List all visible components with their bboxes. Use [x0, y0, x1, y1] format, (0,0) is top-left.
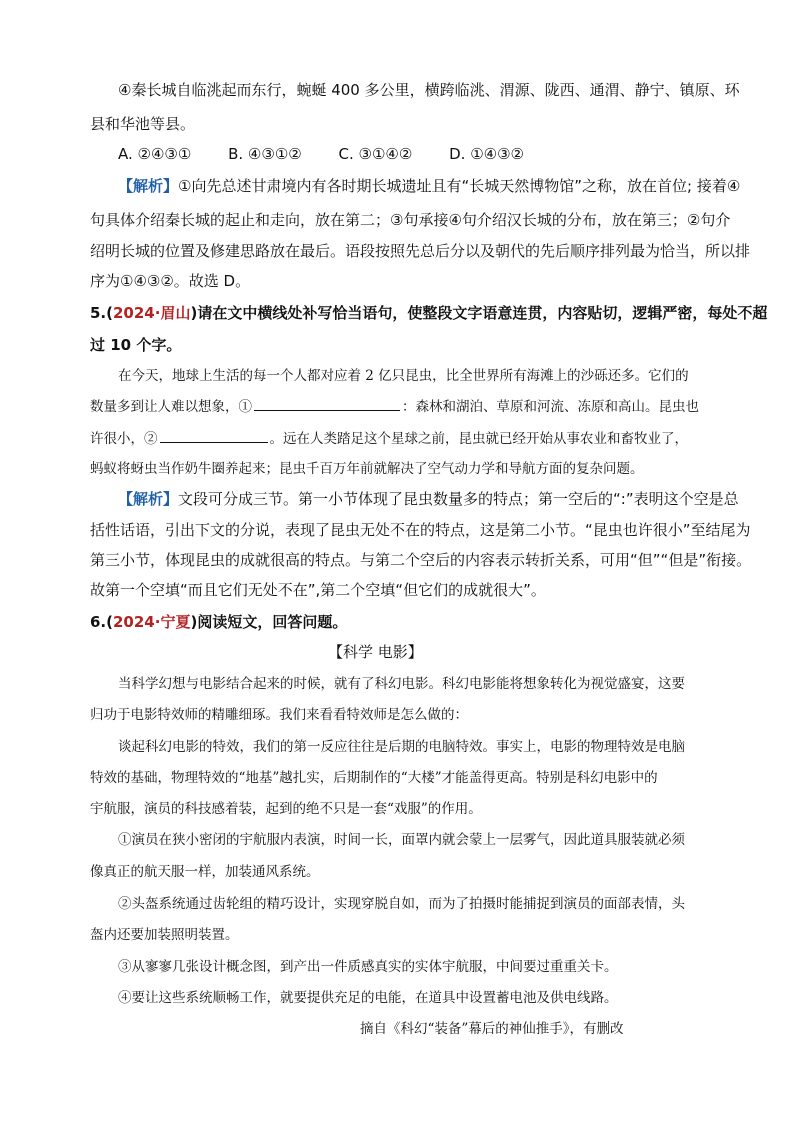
q6-line-8: ②头盔系统通过齿轮组的精巧设计，实现穿脱自如，而为了拍摄时能捕捉到演员的面部表情，头 — [118, 896, 685, 912]
q4-item4-line1: ④秦长城自临洮起而东行，蜿蜒 400 多公里，横跨临洮、渭源、陇西、通渭、静宁、镇原、环 — [118, 81, 740, 99]
q5-analysis-line4: 故第一个空填“而且它们无处不在”,第二个空填“但它们的成就很大”。 — [90, 581, 546, 599]
q6-line-5: 宇航服，演员的科技感着装，起到的绝不只是一套“戏服”的作用。 — [90, 801, 482, 817]
q5-passage-line2 — [90, 396, 699, 417]
q6-line-1: 当科学幻想与电影结合起来的时候，就有了科幻电影。科幻电影能将想象转化为视觉盛宴，这要 — [118, 676, 685, 692]
q6-number: 6.( — [90, 613, 113, 631]
q5-close: ) — [190, 304, 198, 322]
q6-question — [90, 612, 347, 632]
q6-region: 宁夏 — [160, 613, 191, 631]
q5-analysis-line1 — [118, 489, 739, 509]
q6-line-10: ③从寥寥几张设计概念图，到产出一件质感真实的实体宇航服，中间要过重重关卡。 — [118, 959, 618, 975]
q4-analysis-line4: 序为①④③②。故选 D。 — [90, 272, 251, 290]
q6-source: 摘自《科幻“装备”幕后的神仙推手》，有删改 — [360, 1021, 624, 1037]
q4-option-c: C. ③①④② — [338, 145, 413, 163]
q5-number: 5.( — [90, 304, 113, 322]
q5-dot: · — [154, 304, 161, 322]
q6-year: 2024 — [113, 613, 155, 631]
q5-passage-line4: 蚂蚁将蚜虫当作奶牛圈养起来；昆虫千百万年前就解决了空气动力学和导航方面的复杂问题。 — [90, 461, 644, 477]
q5-passage-line1: 在今天，地球上生活的每一个人都对应着 2 亿只昆虫，比全世界所有海滩上的沙砾还多。它们的 — [118, 368, 689, 384]
q5-passage-line3a: 许很小，② — [90, 431, 158, 447]
q5-year: 2024 — [113, 304, 155, 322]
q6-line-11: ④要让这些系统顺畅工作，就要提供充足的电能，在道具中设置蓄电池及供电线路。 — [118, 990, 618, 1006]
q5-passage-line3b: 。远在人类踏足这个星球之前，昆虫就已经开始从事农业和畜牧业了， — [269, 431, 688, 447]
q6-line-2: 归功于电影特效师的精雕细琢。我们来看看特效师是怎么做的： — [90, 707, 468, 723]
q6-line-4: 特效的基础，物理特效的“地基”越扎实，后期制作的“大楼”才能盖得更高。特别是科幻电影中的 — [90, 770, 658, 786]
q5-analysis-line2: 括性话语，引出下文的分说，表现了昆虫无处不在的特点，这是第二小节。“昆虫也许很小”至结尾为 — [90, 521, 751, 539]
q4-analysis-tag: 【解析】 — [118, 177, 179, 195]
q5-analysis-line3: 第三小节，体现昆虫的成就很高的特点。与第二个空后的内容表示转折关系，可用“但”“但是”衔接。 — [90, 551, 752, 569]
q5-passage-line2b: ：森林和湖泊、草原和河流、冻原和高山。昆虫也 — [402, 399, 699, 415]
q5-blank-1[interactable] — [254, 396, 400, 411]
q6-line-7: 像真正的航天服一样，加装通风系统。 — [90, 864, 320, 880]
q5-passage-line3 — [90, 428, 688, 449]
q5-passage-line2a: 数量多到让人难以想象，① — [90, 399, 252, 415]
q6-close: ) — [190, 613, 198, 631]
q5-question-line1 — [90, 303, 767, 323]
q4-analysis-line3: 绍明长城的位置及修建思路放在最后。语段按照先总后分以及朝代的先后顺序排列最为恰当，所以排 — [90, 242, 751, 260]
q4-analysis-line2: 句具体介绍秦长城的起止和走向，放在第二；③句承接④句介绍汉长城的分布，放在第三；②句介 — [90, 211, 731, 229]
q5-analysis-text: 文段可分成三节。第一小节体现了昆虫数量多的特点；第一空后的“:”表明这个空是总 — [178, 490, 739, 508]
q4-analysis-line1 — [118, 176, 740, 196]
q5-question-text: 请在文中横线处补写恰当语句，使整段文字语意连贯，内容贴切，逻辑严密，每处不超 — [197, 304, 768, 322]
q4-options — [118, 144, 556, 164]
q4-option-d: D. ①④③② — [449, 145, 524, 163]
q5-question-line2: 过 10 个字。 — [90, 336, 182, 354]
q6-article-title: 【科学 电影】 — [328, 643, 423, 661]
q5-analysis-tag: 【解析】 — [118, 490, 179, 508]
q6-line-9: 盔内还要加装照明装置。 — [90, 927, 239, 943]
q4-option-b: B. ④③①② — [228, 145, 302, 163]
q5-region: 眉山 — [160, 304, 191, 322]
q4-option-a: A. ②④③① — [118, 145, 192, 163]
q4-analysis-text: ①向先总述甘肃境内有各时期长城遗址且有“长城天然博物馆”之称，放在首位; 接着④ — [178, 177, 741, 195]
q6-question-text: 阅读短文，回答问题。 — [197, 613, 348, 631]
q4-item4-line2: 县和华池等县。 — [90, 115, 196, 133]
q5-blank-2[interactable] — [160, 428, 268, 443]
q6-line-3: 谈起科幻电影的特效，我们的第一反应往往是后期的电脑特效。事实上，电影的物理特效是电脑 — [118, 739, 685, 755]
q6-dot: · — [154, 613, 161, 631]
q6-line-6: ①演员在狭小密闭的宇航服内表演，时间一长，面罩内就会蒙上一层雾气，因此道具服装就必须 — [118, 832, 685, 848]
